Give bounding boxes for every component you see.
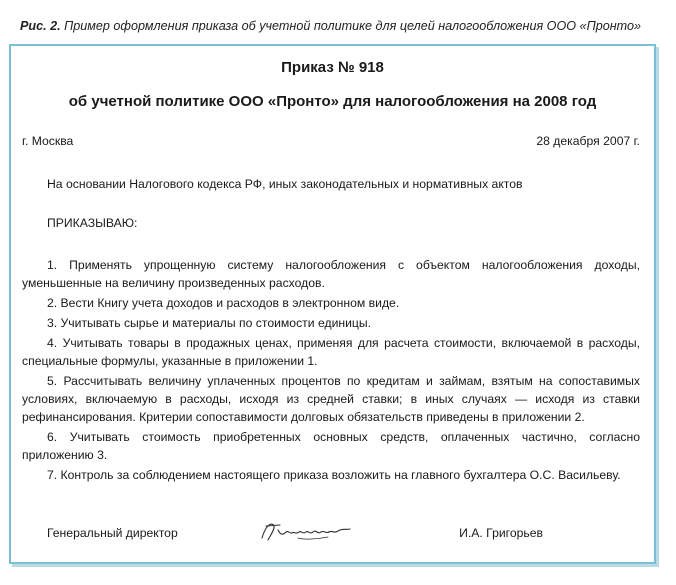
figure-caption <box>20 19 641 33</box>
order-directive-word: ПРИКАЗЫВАЮ: <box>47 216 138 230</box>
signer-name: И.А. Григорьев <box>459 526 543 540</box>
document-frame <box>9 44 656 564</box>
figure-caption-label: Рис. 2. <box>20 19 61 33</box>
order-item: 6. Учитывать стоимость приобретенных основных средств, оплаченных частично, согласно приложению 3. <box>22 430 640 462</box>
order-items-list <box>22 256 640 486</box>
order-basis: На основании Налогового кодекса РФ, иных законодательных и нормативных актов <box>47 177 523 191</box>
order-item: 4. Учитывать товары в продажных ценах, применяя для расчета стоимости, включаемой в расходы, специальные формулы, указанные в приложении 1. <box>22 336 640 368</box>
order-item: 2. Вести Книгу учета доходов и расходов в электронном виде. <box>47 296 400 310</box>
handwritten-signature <box>258 518 354 546</box>
order-item: 7. Контроль за соблюдением настоящего приказа возложить на главного бухгалтера О.С. Васильеву. <box>47 468 621 482</box>
place-date-row <box>22 132 640 150</box>
order-subtitle: об учетной политике ООО «Пронто» для налогообложения на 2008 год <box>68 93 597 110</box>
order-document <box>11 46 654 562</box>
figure-caption-text: Пример оформления приказа об учетной политике для целей налогообложения ООО «Пронто» <box>64 19 641 33</box>
order-city: г. Москва <box>22 134 74 148</box>
order-date: 28 декабря 2007 г. <box>536 134 640 148</box>
signer-position: Генеральный директор <box>47 526 178 540</box>
order-title: Приказ № 918 <box>281 59 384 76</box>
order-item: 3. Учитывать сырье и материалы по стоимости единицы. <box>47 316 372 330</box>
order-item: 1. Применять упрощенную систему налогообложения с объектом налогообложения доходы, уменьшенные на величину произведенных расходов. <box>22 258 640 290</box>
order-item: 5. Рассчитывать величину уплаченных процентов по кредитам и займам, взятым на сопоставимых условиях, включаемую в расходы, исходя из средней ставки; в иных случаях — исходя из ставки рефинансирования. Критерии сопоставимости долговых обязательств приведены в приложении 2. <box>22 374 640 424</box>
signature-block <box>22 520 640 548</box>
